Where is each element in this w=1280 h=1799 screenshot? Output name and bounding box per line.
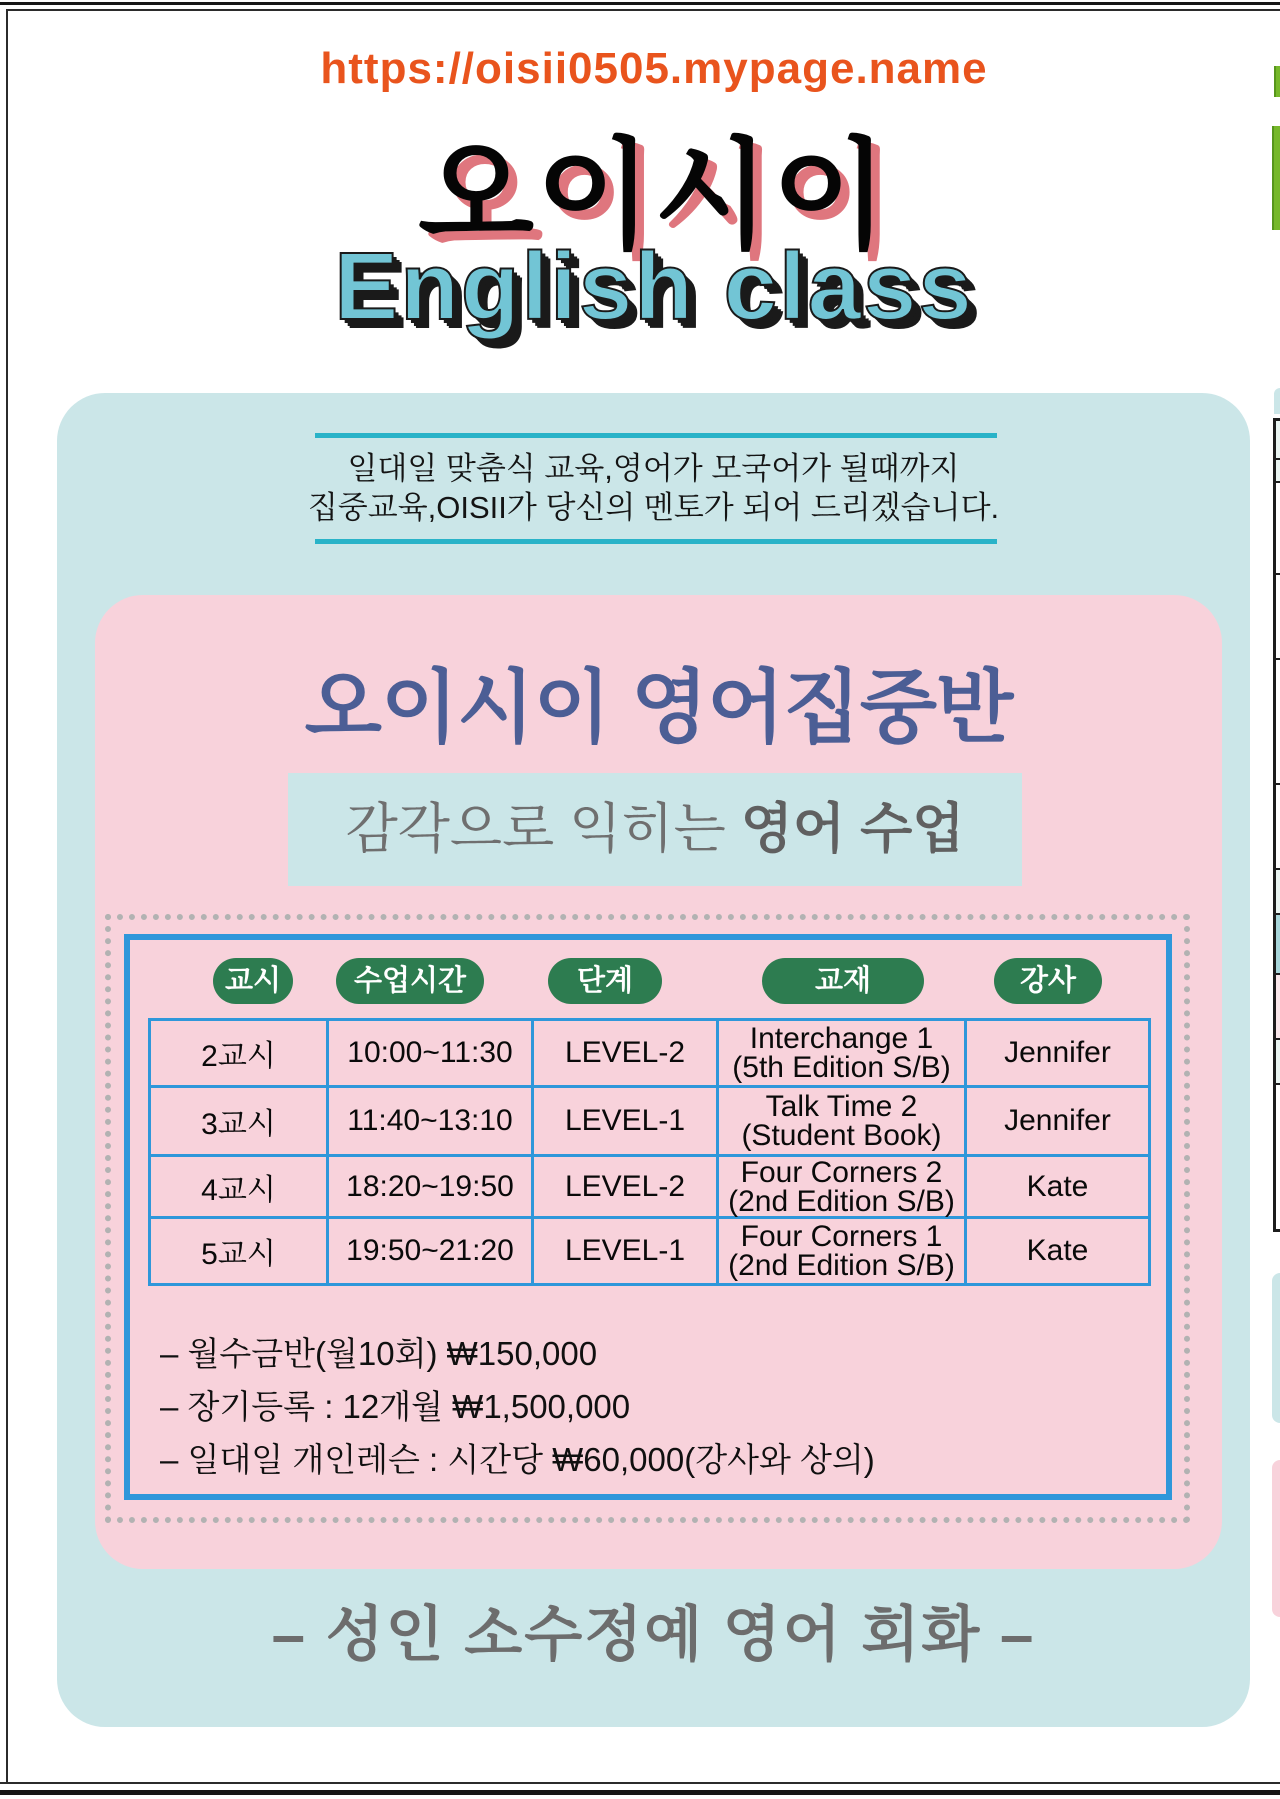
brand-title-english: English class: [334, 233, 974, 340]
page2-table-row-fill: [1276, 913, 1280, 973]
divider-line-top: [315, 433, 997, 438]
price-line-monthly: – 월수금반(월10회) ₩150,000: [160, 1335, 598, 1372]
schedule-row: [150, 1156, 1150, 1218]
cell-teacher: Jennifer: [966, 1020, 1150, 1087]
website-url: https://oisii0505.mypage.name: [320, 44, 988, 93]
book-line-1: Talk Time 2: [765, 1090, 918, 1123]
page-border-top-inner: [6, 9, 1280, 11]
page2-table-row-fill: [1276, 421, 1280, 481]
cell-book: [718, 1156, 966, 1218]
cell-time: 18:20~19:50: [328, 1156, 533, 1218]
page2-teal-panel-fragment: [1272, 1273, 1280, 1423]
page2-table-line: [1276, 658, 1280, 660]
cell-book: [718, 1218, 966, 1285]
price-line-longterm: – 장기등록 : 12개월 ₩1,500,000: [160, 1388, 631, 1425]
schedule-row: [150, 1020, 1150, 1087]
column-pill-time: 수업시간: [336, 958, 484, 1004]
course-subtitle: [288, 773, 1022, 886]
cell-level: LEVEL-2: [533, 1020, 718, 1087]
page2-table-line: [1276, 573, 1280, 575]
cell-level: LEVEL-1: [533, 1218, 718, 1285]
page2-table-line: [1276, 868, 1280, 870]
divider-line-bottom: [315, 539, 997, 544]
schedule-row: [150, 1087, 1150, 1156]
course-subtitle-bold: 영어 수업: [740, 799, 965, 859]
page2-table-line: [1276, 1038, 1280, 1040]
page2-green-banner-fragment-1: [1274, 66, 1280, 97]
page2-pink-panel-fragment: [1272, 1460, 1280, 1617]
page2-table-row-fill: [1276, 973, 1280, 1038]
book-line-2: (Student Book): [741, 1119, 942, 1152]
page2-table-line: [1276, 458, 1280, 460]
course-subtitle-regular: 감각으로 익히는: [345, 799, 741, 859]
cell-time: 19:50~21:20: [328, 1218, 533, 1285]
cell-teacher: Kate: [966, 1218, 1150, 1285]
book-line-1: Four Corners 2: [740, 1155, 943, 1189]
page2-teal-corner-fragment: [1274, 388, 1280, 414]
page2-table-line: [1276, 913, 1280, 915]
book-line-1: Interchange 1: [749, 1022, 934, 1055]
book-line-2: (2nd Edition S/B): [728, 1249, 955, 1282]
cell-book: [718, 1020, 966, 1087]
footer-slogan: – 성인 소수정예 영어 회화 –: [271, 1601, 1036, 1668]
course-panel: [95, 595, 1222, 1569]
cell-teacher: Kate: [966, 1156, 1150, 1218]
page-border-top-outer: [0, 2, 1280, 5]
cell-time: 10:00~11:30: [328, 1020, 533, 1087]
intro-line-1: 일대일 맞춤식 교육,영어가 모국어가 될때까지: [347, 451, 960, 486]
page-border-bottom-outer: [0, 1790, 1280, 1795]
cell-level: LEVEL-2: [533, 1156, 718, 1218]
course-heading: 오이시이 영어집중반: [304, 663, 1013, 752]
page2-table-row-fill: [1276, 868, 1280, 913]
cell-period: 5교시: [150, 1218, 328, 1285]
book-line-2: (5th Edition S/B): [732, 1051, 951, 1084]
schedule-table: [148, 1018, 1151, 1286]
brand-title-korean: 오이시이: [418, 129, 890, 263]
page2-table-fragment: [1273, 418, 1280, 1232]
intro-text: [57, 449, 1250, 527]
column-pill-level: 단계: [548, 958, 662, 1004]
intro-line-2: 집중교육,OISII가 당신의 멘토가 되어 드리겠습니다.: [307, 490, 1000, 525]
page2-green-banner-fragment-2: [1272, 126, 1280, 230]
cell-book: [718, 1087, 966, 1156]
book-line-2: (2nd Edition S/B): [728, 1184, 955, 1218]
page2-table-line: [1276, 1083, 1280, 1085]
page2-table-line: [1276, 481, 1280, 483]
cell-time: 11:40~13:10: [328, 1087, 533, 1156]
cell-teacher: Jennifer: [966, 1087, 1150, 1156]
page2-table-line: [1276, 973, 1280, 975]
cell-level: LEVEL-1: [533, 1087, 718, 1156]
page-border-bottom-inner: [0, 1782, 1280, 1784]
price-line-private: – 일대일 개인레슨 : 시간당 ₩60,000(강사와 상의): [160, 1441, 875, 1478]
intro-panel: [57, 393, 1250, 1727]
page2-table-line: [1276, 783, 1280, 785]
page2-table-row-fill: [1276, 1038, 1280, 1083]
column-pill-period: 교시: [213, 958, 293, 1004]
schedule-row: [150, 1218, 1150, 1285]
cell-period: 2교시: [150, 1020, 328, 1087]
cell-period: 4교시: [150, 1156, 328, 1218]
page-border-left: [6, 9, 8, 1784]
column-pill-teacher: 강사: [994, 958, 1102, 1004]
cell-period: 3교시: [150, 1087, 328, 1156]
book-line-1: Four Corners 1: [740, 1220, 943, 1253]
column-pill-book: 교재: [762, 958, 924, 1004]
